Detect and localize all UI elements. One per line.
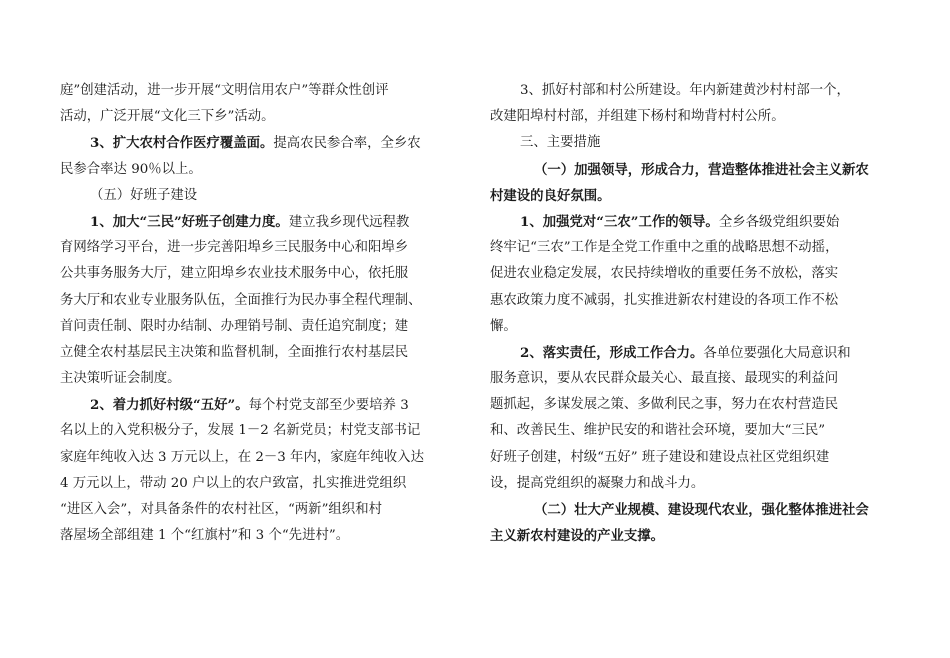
- text-line: 惠农政策力度不减弱，扎实推进新农村建设的各项工作不松: [490, 292, 839, 308]
- subsection-heading: （一）加强领导，形成合力，营造整体推进社会主义新农: [534, 161, 869, 178]
- item-heading: 2、落实责任，形成工作合力。: [520, 344, 704, 361]
- text-line: 改建阳埠村村部，并组建下杨村和坳背村村公所。: [490, 109, 785, 125]
- text-line: 促进农业稳定发展，农民持续增收的重要任务不放松，落实: [490, 266, 839, 282]
- text-line: 懈。: [490, 318, 517, 334]
- text-line: 1、加强党对“三农”工作的领导。全乡各级党组织要始: [520, 213, 840, 230]
- text-line: 和、改善民生、维护民安的和谐社会环境，要加大“三民”: [490, 423, 826, 439]
- text-line: 3、抓好村部和村公所建设。年内新建黄沙村村部一个，: [520, 83, 850, 98]
- text-line: 民参合率达 90％以上。: [60, 161, 202, 177]
- subsection-heading: 主义新农村建设的产业支撑。: [490, 528, 665, 545]
- right-column: [490, 78, 890, 549]
- text-line: 2、落实责任，形成工作合力。各单位要强化大局意识和: [520, 344, 851, 361]
- text-line: 名以上的入党积极分子，发展 1－2 名新党员；村党支部书记: [60, 423, 421, 439]
- text-line: 主决策听证会制度。: [60, 371, 181, 387]
- section-heading: （五）好班子建设: [90, 187, 198, 203]
- left-column: [60, 78, 438, 549]
- item-heading: 1、加强党对“三农”工作的领导。: [520, 213, 719, 230]
- text-line: “进区入会”，对具备条件的农村社区，“两新”组织和村: [60, 502, 382, 517]
- text-line: 设，提高党组织的凝聚力和战斗力。: [490, 475, 705, 491]
- section-heading: 三、主要措施: [520, 135, 601, 151]
- text-line: 首问责任制、限时办结制、办理销号制、责任追究制度；建: [60, 318, 409, 334]
- text-line: [490, 157, 890, 183]
- text-line: 终牢记“三农”工作是全党工作重中之重的战略思想不动摇，: [490, 240, 839, 256]
- text-line: [490, 523, 890, 549]
- text-line: [490, 183, 890, 209]
- text-line: 好班子创建，村级“五好” 班子建设和建设点社区党组织建: [490, 449, 830, 465]
- subsection-heading: 村建设的良好氛围。: [490, 187, 611, 204]
- text-line: 服务意识，要从农民群众最关心、最直接、最现实的利益问: [490, 371, 839, 387]
- text-line: 1、加大“三民”好班子创建力度。建立我乡现代远程教: [90, 213, 410, 230]
- text-line: [490, 497, 890, 523]
- text-line: 庭”创建活动，进一步开展“文明信用农户”等群众性创评: [60, 83, 389, 98]
- text-line: 题抓起，多谋发展之策、多做利民之事，努力在农村营造民: [490, 397, 839, 413]
- text-line: 活动，广泛开展“文化三下乡”活动。: [60, 109, 275, 125]
- text-line: 育网络学习平台，进一步完善阳埠乡三民服务中心和阳埠乡: [60, 240, 409, 256]
- text-line: 落屋场全部组建 1 个“红旗村”和 3 个“先进村”。: [60, 528, 350, 544]
- text-line: 2、着力抓好村级“五好”。每个村党支部至少要培养 3: [90, 397, 409, 414]
- text-line: 务大厅和农业专业服务队伍，全面推行为民办事全程代理制、: [60, 292, 422, 308]
- text-line: 3、扩大农村合作医疗覆盖面。提高农民参合率，全乡农: [90, 135, 421, 152]
- text-line: 公共事务服务大厅，建立阳埠乡农业技术服务中心，依托服: [60, 266, 409, 282]
- item-heading: 2、着力抓好村级“五好”。: [90, 397, 249, 414]
- item-heading: 3、扩大农村合作医疗覆盖面。: [90, 135, 274, 152]
- item-heading: 1、加大“三民”好班子创建力度。: [90, 213, 289, 230]
- subsection-heading: （二）壮大产业规模、建设现代农业，强化整体推进社会: [534, 502, 869, 518]
- text-line: 立健全农村基层民主决策和监督机制，全面推行农村基层民: [60, 344, 409, 360]
- text-line: 家庭年纯收入达 3 万元以上，在 2－3 年内，家庭年纯收入达: [60, 449, 424, 465]
- text-line: 4 万元以上，带动 20 户以上的农户致富，扎实推进党组织: [60, 475, 407, 491]
